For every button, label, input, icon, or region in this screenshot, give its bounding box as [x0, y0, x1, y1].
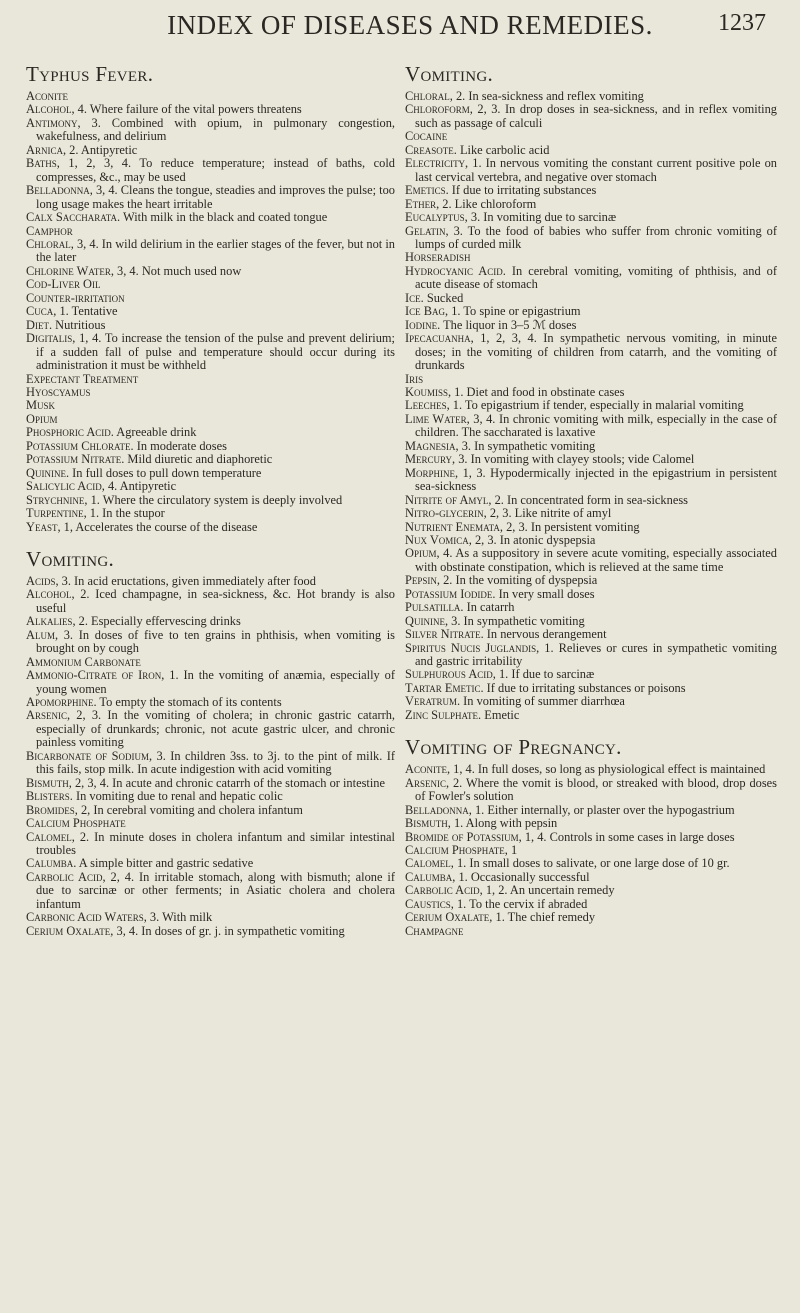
index-entry [405, 265, 777, 292]
remedy-name: Veratrum. [405, 694, 461, 709]
index-entry [26, 804, 395, 817]
remedy-name: Carbolic Acid, [26, 869, 106, 884]
remedy-note: 3, 4. In doses of gr. j. in sympathetic vomiting [113, 923, 345, 938]
remedy-note: If due to irritating substances or poisons [483, 680, 686, 695]
index-entry [26, 413, 395, 426]
remedy-note: The liquor in 3–5 ℳ doses [440, 317, 577, 332]
remedy-note: 2, 3, 4. In acute and chronic catarrh of the stomach or intestine [71, 775, 385, 790]
remedy-note: Nutritious [52, 317, 106, 332]
remedy-name: Bromides, [26, 802, 78, 817]
index-entry [26, 871, 395, 911]
index-entry [26, 453, 395, 466]
remedy-name: Blisters. [26, 789, 73, 804]
remedy-name: Arsenic, [26, 708, 71, 723]
remedy-name: Lime Water, [405, 411, 470, 426]
remedy-name: Belladonna, [26, 183, 93, 198]
remedy-note: 1. To spine or epigastrium [448, 304, 581, 319]
index-entry [405, 103, 777, 130]
remedy-name: Leeches, [405, 398, 450, 413]
remedy-note: 1. In the vomiting of anæmia, especially of young women [36, 668, 395, 696]
remedy-note: 1. In small doses to salivate, or one large dose of 10 gr. [453, 856, 730, 871]
remedy-note: 2, 3. Like nitrite of amyl [486, 506, 612, 521]
remedy-name: Gelatin, [405, 223, 449, 238]
remedy-note: 3, 4. In wild delirium in the earlier stages of the fever, but not in the later [36, 236, 395, 265]
remedy-note: 2. In the vomiting of dyspepsia [440, 573, 598, 588]
remedy-note: In very small doses [495, 586, 595, 601]
remedy-name: Koumiss, [405, 384, 452, 399]
remedy-note: 1. Either internally, or plaster over the hypogastrium [471, 802, 735, 817]
index-entry [405, 857, 777, 870]
remedy-note: Mild diuretic and diaphoretic [124, 452, 273, 467]
remedy-note: Sucked [423, 290, 464, 305]
remedy-note: 1, 2, 3, 4. To reduce temperature; instead of baths, cold compresses, &c., may be used [36, 156, 395, 184]
remedy-note: 2, 4. In irritable stomach, along with bismuth; alone if due to sarcinæ or other ferments; in Asiatic cholera and cholera infantum [36, 869, 395, 911]
index-entry [405, 198, 777, 211]
remedy-name: Calumba. [26, 856, 77, 871]
remedy-note: In full doses to pull down temperature [69, 465, 262, 480]
remedy-name: Acids, [26, 573, 59, 588]
remedy-name: Cerium Oxalate, [26, 923, 114, 938]
remedy-note: A simple bitter and gastric sedative [76, 856, 254, 871]
remedy-name: Morphine, [405, 465, 459, 480]
index-entry [26, 925, 395, 938]
remedy-note: Emetic [481, 707, 520, 722]
index-entry [26, 696, 395, 709]
remedy-name: Ammonium Carbonate [26, 654, 141, 669]
remedy-note: 3, 4. Not much used now [113, 263, 242, 278]
remedy-note: Agreeable drink [113, 425, 197, 440]
index-entry [26, 184, 395, 211]
index-entry [405, 763, 777, 776]
remedy-name: Cuca, [26, 304, 57, 319]
remedy-note: 1, 4. In full doses, so long as physiological effect is maintained [450, 762, 766, 777]
remedy-name: Bismuth, [405, 816, 451, 831]
remedy-name: Belladonna, [405, 802, 472, 817]
remedy-name: Pulsatilla. [405, 600, 464, 615]
index-entry [26, 292, 395, 305]
index-entry [26, 588, 395, 615]
index-entry [405, 225, 777, 252]
remedy-note: 1, 4. To increase the tension of the pulse and prevent delirium; if a sudden fall of pulse and temperature should occur during its administration it must be withheld [36, 331, 395, 373]
index-entry [405, 682, 777, 695]
remedy-name: Bicarbonate of Sodium, [26, 748, 153, 763]
remedy-name: Arsenic, [405, 775, 450, 790]
remedy-note: 3. In children 3ss. to 3j. to the pint of milk. If this fails, stop milk. In acute indigestion with acid vomiting [36, 748, 396, 777]
remedy-name: Alcohol, [26, 587, 75, 602]
index-entry [26, 669, 395, 696]
remedy-note: If due to irritating substances [448, 183, 597, 198]
remedy-note: 2. In sea-sickness and reflex vomiting [452, 89, 644, 103]
index-entry [405, 251, 777, 264]
index-entry [26, 494, 395, 507]
index-entry [26, 157, 395, 184]
remedy-note: 2. In concentrated form in sea-sickness [491, 492, 688, 507]
remedy-name: Magnesia, [405, 438, 459, 453]
index-entry [405, 305, 777, 318]
index-entry [405, 615, 777, 628]
index-entry [405, 925, 777, 938]
index-entry [405, 642, 777, 669]
section-heading: Vomiting. [405, 62, 494, 86]
index-entry [405, 588, 777, 601]
index-entry [405, 534, 777, 547]
index-entry [26, 629, 395, 656]
index-entry [405, 574, 777, 587]
index-entry [405, 399, 777, 412]
remedy-name: Calcium Phosphate, [405, 843, 508, 858]
remedy-note: 4. Antipyretic [104, 479, 177, 494]
remedy-name: Sulphurous Acid, [405, 667, 496, 682]
index-entry [405, 157, 777, 184]
remedy-note: 3, 4. Cleans the tongue, steadies and improves the pulse; too long usage makes the heart irritable [36, 183, 395, 211]
remedy-note: 2. Especially effervescing drinks [75, 614, 241, 629]
remedy-note: 1. In the stupor [86, 506, 165, 521]
remedy-note: 1, Accelerates the course of the disease [60, 519, 258, 534]
remedy-note: 4. As a suppository in severe acute vomiting, especially associated with obstinate constipation, which is relieved at the same time [415, 546, 777, 574]
remedy-name: Arnica, [26, 142, 67, 157]
page-number: 1237 [718, 10, 766, 36]
remedy-note: In catarrh [463, 600, 515, 615]
index-entry [405, 844, 777, 857]
remedy-name: Creasote. [405, 142, 457, 157]
index-entry [405, 695, 777, 708]
remedy-name: Ice. [405, 290, 424, 305]
remedy-name: Carbonic Acid Waters, [26, 910, 147, 925]
remedy-note: 3. Combined with opium, in pulmonary congestion, wakefulness, and delirium [36, 115, 395, 144]
remedy-note: 2. Antipyretic [66, 142, 138, 157]
index-entry [26, 144, 395, 157]
running-head: INDEX OF DISEASES AND REMEDIES. [167, 10, 653, 40]
remedy-note: 2, 3. In persistent vomiting [502, 519, 640, 534]
index-entry [26, 319, 395, 332]
index-entry [405, 831, 777, 844]
remedy-note: 1, 2, 3, 4. In sympathetic nervous vomiting, in minute doses; in the vomiting of children from catarrh, and the vomiting of drunkards [415, 331, 777, 373]
remedy-note: In vomiting of summer diarrhœa [460, 694, 625, 709]
index-entry [405, 898, 777, 911]
remedy-name: Nux Vomica, [405, 532, 472, 547]
remedy-note: 2, 3. In drop doses in sea-sickness, and in reflex vomiting such as passage of calculi [415, 102, 777, 130]
index-entry [405, 521, 777, 534]
remedy-name: Phosphoric Acid. [26, 425, 114, 440]
index-entry [26, 238, 395, 265]
index-entry [405, 709, 777, 722]
remedy-name: Ammonio-Citrate of Iron, [26, 668, 165, 683]
remedy-name: Silver Nitrate. [405, 627, 484, 642]
remedy-name: Calomel, [26, 829, 75, 844]
index-entry [26, 857, 395, 870]
remedy-name: Ether, [405, 196, 440, 211]
index-entry [26, 386, 395, 399]
remedy-name: Potassium Chlorate. [26, 438, 134, 453]
remedy-note: 3. In sympathetic vomiting [458, 438, 596, 453]
remedy-name: Iodine. [405, 317, 441, 332]
remedy-name: Opium [26, 411, 58, 426]
remedy-name: Potassium Iodide. [405, 586, 496, 601]
index-entry [405, 332, 777, 372]
remedy-note: 3. To the food of babies who suffer from chronic vomiting of lumps of curded milk [415, 223, 777, 251]
remedy-name: Salicylic Acid, [26, 479, 105, 494]
index-entry [26, 521, 395, 534]
remedy-name: Alcohol, [26, 102, 75, 117]
index-entry [405, 804, 777, 817]
index-entry [405, 601, 777, 614]
remedy-note: 2, 3. In the vomiting of cholera; in chronic gastric catarrh, especially of drunkards; chronic, not acute gastric ulcer, and chronic painless vomiting [36, 708, 395, 750]
remedy-note: To empty the stomach of its contents [96, 695, 282, 710]
remedy-note: 1. Relieves or cures in sympathetic vomiting and gastric irritability [415, 640, 777, 669]
remedy-name: Nitrite of Amyl, [405, 492, 492, 507]
remedy-note: 1. In nervous vomiting the constant current positive pole on last cervical vertebra, and negative over stomach [415, 156, 777, 184]
index-entry [405, 90, 777, 103]
remedy-note: In vomiting due to renal and hepatic colic [72, 789, 283, 804]
remedy-name: Cocaine [405, 129, 448, 144]
remedy-name: Champagne [405, 923, 464, 938]
index-entry [26, 831, 395, 858]
remedy-name: Counter-irritation [26, 290, 125, 305]
index-entry [405, 184, 777, 197]
remedy-note: 1. The chief remedy [492, 910, 596, 925]
remedy-name: Quinine, [405, 613, 449, 628]
remedy-name: Hyoscyamus [26, 384, 91, 399]
remedy-name: Spiritus Nucis Juglandis, [405, 640, 540, 655]
remedy-note: 1. Occasionally successful [455, 869, 590, 884]
index-entry [26, 480, 395, 493]
remedy-note: 1. If due to sarcinæ [495, 667, 595, 682]
index-entry [405, 386, 777, 399]
index-entry [405, 413, 777, 440]
index-entry [26, 790, 395, 803]
index-entry [26, 278, 395, 291]
remedy-name: Eucalyptus, [405, 210, 468, 225]
remedy-note: 1, 2. An uncertain remedy [482, 883, 615, 898]
remedy-note: 4. Where failure of the vital powers threatens [74, 102, 302, 117]
index-entry [405, 144, 777, 157]
remedy-name: Nitro-glycerin, [405, 506, 487, 521]
index-entry [26, 265, 395, 278]
remedy-note: 3. In acid eructations, given immediately after food [58, 573, 316, 588]
remedy-note: In nervous derangement [483, 627, 607, 642]
remedy-name: Digitalis, [26, 331, 76, 346]
section-heading: Typhus Fever. [26, 62, 154, 86]
remedy-name: Chlorine Water, [26, 263, 114, 278]
remedy-name: Expectant Treatment [26, 371, 139, 386]
remedy-name: Bromide of Potassium, [405, 829, 522, 844]
index-entry [26, 656, 395, 669]
remedy-name: Zinc Sulphate. [405, 707, 482, 722]
remedy-note: 1, 3. Hypodermically injected in the epigastrium in persistent sea-sickness [415, 465, 777, 494]
remedy-name: Chloroform, [405, 102, 473, 117]
remedy-note: 2, In cerebral vomiting and cholera infantum [77, 802, 303, 817]
index-entry [405, 319, 777, 332]
remedy-name: Nutrient Enemata, [405, 519, 503, 534]
index-entry [405, 507, 777, 520]
index-entry [26, 817, 395, 830]
index-entry [405, 628, 777, 641]
remedy-name: Mercury, [405, 452, 456, 467]
index-entry [405, 668, 777, 681]
section-heading: Vomiting. [26, 546, 115, 571]
remedy-name: Ice Bag, [405, 304, 449, 319]
remedy-name: Alkalies, [26, 614, 76, 629]
remedy-name: Calumba, [405, 869, 456, 884]
index-entry [405, 871, 777, 884]
remedy-note: 3, 4. In chronic vomiting with milk, especially in the case of children. The saccharated is laxative [415, 411, 778, 440]
index-entry [26, 305, 395, 318]
remedy-name: Calomel, [405, 856, 454, 871]
index-entry [405, 494, 777, 507]
remedy-note: 1. Diet and food in obstinate cases [451, 384, 625, 399]
index-entry [26, 426, 395, 439]
remedy-note: 1. To the cervix if abraded [453, 896, 588, 911]
remedy-name: Chloral, [405, 89, 453, 103]
index-entry [26, 615, 395, 628]
section-heading: Vomiting of Pregnancy. [405, 735, 622, 760]
index-entry [26, 777, 395, 790]
remedy-note: Like carbolic acid [456, 142, 550, 157]
remedy-name: Diet. [26, 317, 53, 332]
index-entry [26, 911, 395, 924]
index-entry [26, 117, 395, 144]
remedy-name: Musk [26, 398, 56, 413]
remedy-note: 2. In minute doses in cholera infantum and similar intestinal troubles [36, 829, 395, 858]
remedy-name: Calx Saccharata. [26, 210, 121, 225]
index-entry [26, 575, 395, 588]
index-entry [405, 777, 777, 804]
remedy-name: Cerium Oxalate, [405, 910, 493, 925]
remedy-name: Apomorphine. [26, 695, 97, 710]
remedy-name: Baths, [26, 156, 60, 171]
remedy-note: 3. In vomiting due to sarcinæ [467, 210, 617, 225]
remedy-name: Carbolic Acid, [405, 883, 483, 898]
remedy-name: Aconite [26, 89, 68, 103]
index-entry [26, 507, 395, 520]
index-entry [26, 90, 395, 103]
remedy-name: Chloral, [26, 236, 74, 251]
remedy-note: 1. Along with pepsin [450, 816, 558, 831]
remedy-name: Pepsin, [405, 573, 440, 588]
remedy-name: Alum, [26, 627, 59, 642]
index-entry [405, 817, 777, 830]
remedy-note: With milk in the black and coated tongue [120, 210, 328, 225]
remedy-name: Hydrocyanic Acid. [405, 263, 506, 278]
index-entry [405, 467, 777, 494]
index-entry [26, 211, 395, 224]
remedy-name: Iris [405, 371, 424, 386]
index-entry [405, 373, 777, 386]
index-entry [405, 453, 777, 466]
remedy-note: 2. Like chloroform [439, 196, 537, 211]
right-column [405, 62, 777, 938]
remedy-note: 3. In doses of five to ten grains in phthisis, when vomiting is brought on by cough [36, 627, 395, 656]
remedy-name: Cod-Liver Oil [26, 277, 101, 292]
index-entry [405, 547, 777, 574]
remedy-note: 1, 4. Controls in some cases in large doses [521, 829, 735, 844]
remedy-name: Turpentine, [26, 506, 87, 521]
index-entry [26, 467, 395, 480]
remedy-name: Opium, [405, 546, 440, 561]
remedy-note: 1. Tentative [56, 304, 118, 319]
remedy-name: Antimony, [26, 115, 81, 130]
index-entry [26, 373, 395, 386]
remedy-name: Emetics. [405, 183, 449, 198]
remedy-note: In moderate doses [133, 438, 227, 453]
remedy-name: Horseradish [405, 250, 471, 265]
remedy-name: Yeast, [26, 519, 61, 534]
index-entry [26, 709, 395, 749]
remedy-note: 3. In sympathetic vomiting [448, 613, 585, 628]
remedy-note: 1. Where the circulatory system is deeply involved [87, 492, 343, 507]
remedy-name: Aconite, [405, 762, 451, 777]
remedy-note: 3. With milk [146, 910, 213, 925]
remedy-name: Camphor [26, 223, 73, 238]
remedy-note: In cerebral vomiting, vomiting of phthisis, and of acute disease of stomach [415, 263, 777, 292]
remedy-name: Quinine. [26, 465, 70, 480]
index-entry [405, 911, 777, 924]
index-entry [26, 399, 395, 412]
index-entry [405, 211, 777, 224]
remedy-name: Bismuth, [26, 775, 72, 790]
remedy-name: Electricity, [405, 156, 469, 171]
index-entry [405, 292, 777, 305]
remedy-name: Caustics, [405, 896, 454, 911]
index-entry [26, 225, 395, 238]
index-entry [26, 440, 395, 453]
remedy-note: 2. Where the vomit is blood, or streaked with blood, drop doses of Fowler's solution [415, 775, 777, 804]
remedy-note: 2. Iced champagne, in sea-sickness, &c. Hot brandy is also useful [36, 587, 395, 615]
remedy-note: 1. To epigastrium if tender, especially in malarial vomiting [449, 398, 744, 413]
index-entry [405, 130, 777, 143]
remedy-name: Ipecacuanha, [405, 331, 474, 346]
index-entry [26, 332, 395, 372]
remedy-note: 1 [507, 843, 518, 858]
index-entry [26, 103, 395, 116]
left-column [26, 62, 395, 938]
index-entry [26, 750, 395, 777]
remedy-note: 3. In vomiting with clayey stools; vide Calomel [455, 452, 695, 467]
remedy-name: Potassium Nitrate. [26, 452, 125, 467]
index-entry [405, 884, 777, 897]
remedy-name: Strychnine, [26, 492, 88, 507]
remedy-note: 2, 3. In atonic dyspepsia [471, 532, 596, 547]
remedy-name: Calcium Phosphate [26, 816, 126, 831]
index-entry [405, 440, 777, 453]
remedy-name: Tartar Emetic. [405, 680, 484, 695]
